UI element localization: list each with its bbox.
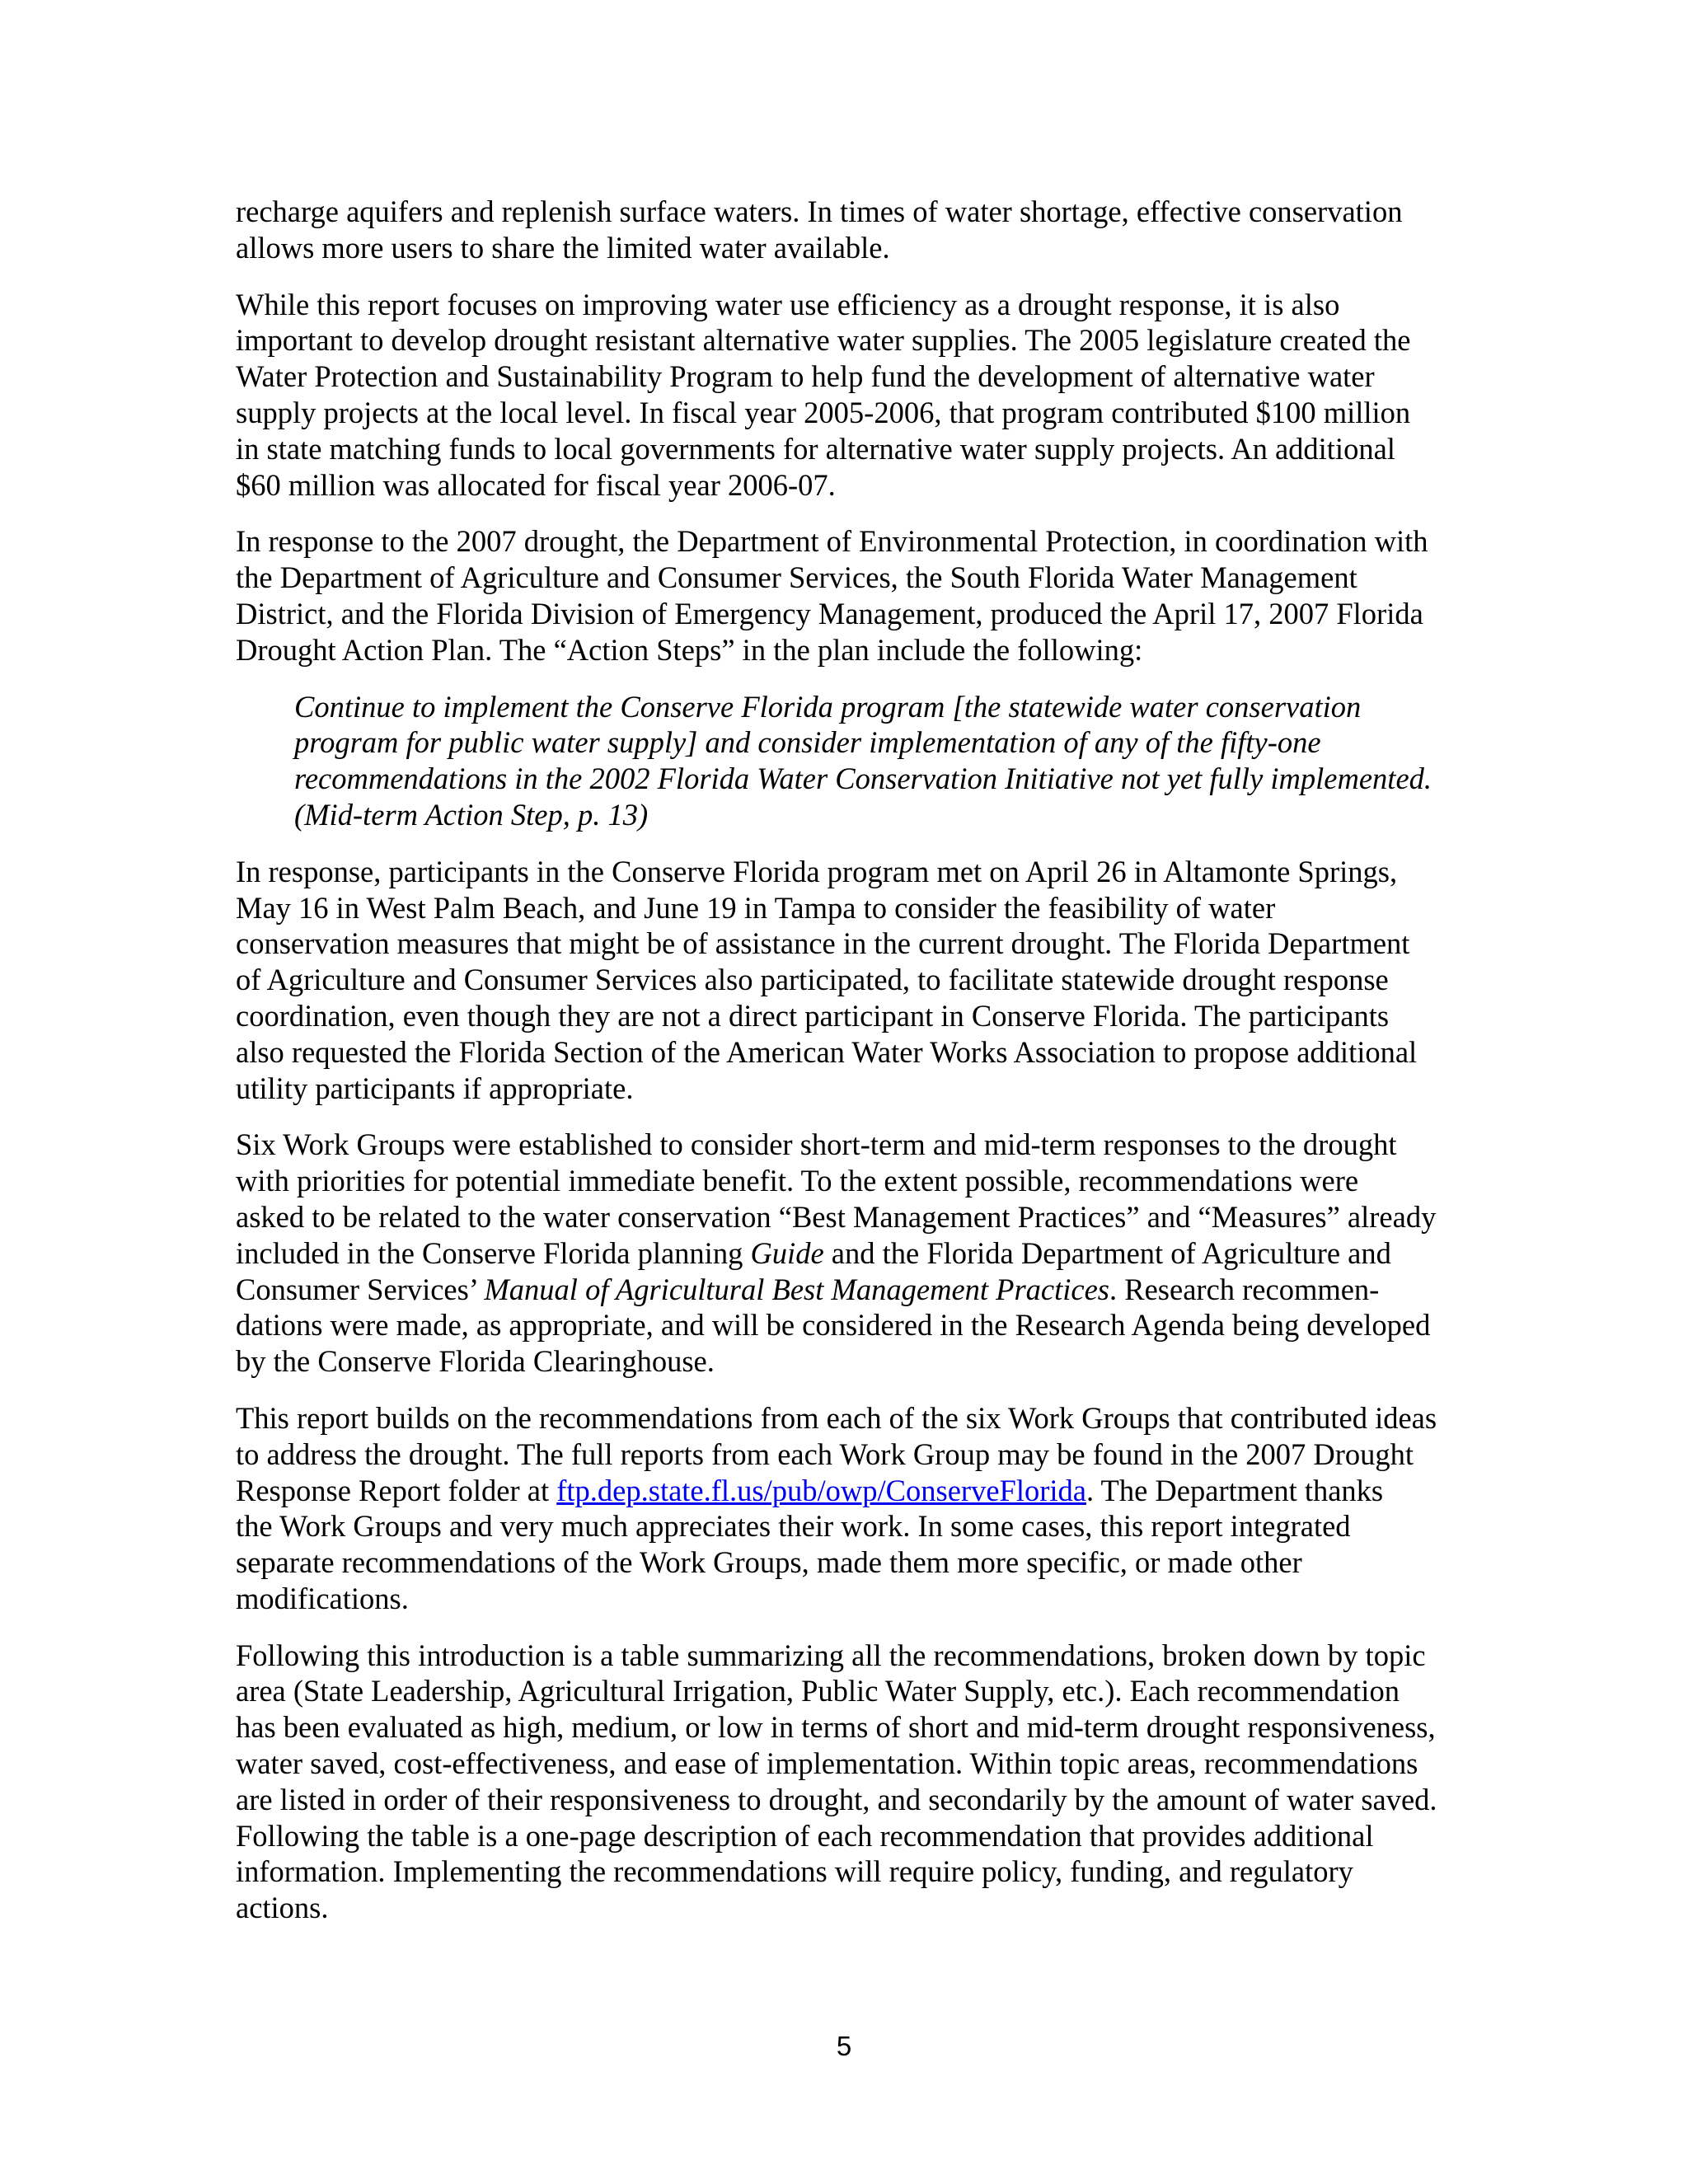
text-line: information. Implementing the recommendations will require policy, funding, and regulatory [236,1854,1353,1889]
text-fragment: . The Department thanks [1085,1473,1384,1507]
quote-line: recommendations in the 2002 Florida Water Conservation Initiative not yet fully implemented. [294,762,1432,796]
text-line: of Agriculture and Consumer Services also participated, to facilitate statewide drought response [236,963,1389,997]
text-line: area (State Leadership, Agricultural Irrigation, Public Water Supply, etc.). Each recommendation [236,1674,1400,1708]
text-line: Water Protection and Sustainability Program to help fund the development of alternative water [236,359,1375,394]
quote-line: program for public water supply] and consider implementation of any of the fifty-one [294,725,1321,760]
text-line: recharge aquifers and replenish surface waters. In times of water shortage, effective conservation [236,194,1403,228]
block-quote [236,689,1497,833]
text-line: Six Work Groups were established to consider short-term and mid-term responses to the drought [236,1127,1397,1162]
text-line: actions. [236,1891,329,1925]
text-line: dations were made, as appropriate, and will be considered in the Research Agenda being developed [236,1308,1431,1343]
text-line: District, and the Florida Division of Emergency Management, produced the April 17, 2007 Florida [236,596,1423,630]
text-line: Following this introduction is a table summarizing all the recommendations, broken down by topic [236,1638,1426,1672]
text-line: asked to be related to the water conservation “Best Management Practices” and “Measures” already [236,1199,1437,1234]
manual-title: Manual of Agricultural Best Management Practices [484,1272,1110,1306]
text-line: While this report focuses on improving water use efficiency as a drought response, it is also [236,287,1340,321]
text-line: in state matching funds to local governments for alternative water supply projects. An additional [236,431,1395,466]
conserve-florida-ftp-link[interactable]: ftp.dep.state.fl.us/pub/owp/ConserveFlorida [556,1473,1086,1507]
text-line: allows more users to share the limited water available. [236,230,890,265]
text-line: has been evaluated as high, medium, or low in terms of short and mid-term drought responsiveness, [236,1710,1436,1745]
text-line [236,1235,1497,1272]
text-line [236,1473,1497,1509]
paragraph-6 [236,1400,1497,1617]
text-line: In response to the 2007 drought, the Department of Environmental Protection, in coordination with [236,524,1428,559]
text-line: the Department of Agriculture and Consumer Services, the South Florida Water Management [236,560,1357,595]
paragraph-7 [236,1638,1497,1926]
text-fragment: and the Florida Department of Agriculture and [823,1235,1391,1270]
paragraph-3 [236,523,1497,668]
text-line: conservation measures that might be of assistance in the current drought. The Florida Department [236,926,1410,961]
page-number: 5 [836,2031,852,2061]
text-line: coordination, even though they are not a direct participant in Conserve Florida. The participants [236,998,1390,1033]
quote-line: Continue to implement the Conserve Florida program [the statewide water conservation [294,689,1362,724]
text-fragment: . Research recommen- [1109,1272,1380,1306]
text-line: $60 million was allocated for fiscal year 2006-07. [236,467,836,502]
paragraph-4 [236,854,1497,1107]
text-line: important to develop drought resistant alternative water supplies. The 2005 legislature created the [236,323,1411,358]
text-line: to address the drought. The full reports from each Work Group may be found in the 2007 Drought [236,1436,1414,1471]
paragraph-1 [236,194,1497,266]
text-line: May 16 in West Palm Beach, and June 19 in Tampa to consider the feasibility of water [236,890,1276,925]
text-line: utility participants if appropriate. [236,1071,634,1105]
paragraph-5 [236,1127,1497,1380]
text-line: In response, participants in the Conserve Florida program met on April 26 in Altamonte Springs, [236,854,1398,888]
text-line: are listed in order of their responsiveness to drought, and secondarily by the amount of water saved. [236,1782,1437,1816]
text-fragment: included in the Conserve Florida planning [236,1235,751,1270]
text-line: modifications. [236,1581,409,1615]
text-line: separate recommendations of the Work Groups, made them more specific, or made other [236,1545,1302,1580]
text-line: water saved, cost-effectiveness, and ease of implementation. Within topic areas, recommendations [236,1746,1418,1781]
text-line: Drought Action Plan. The “Action Steps” in the plan include the following: [236,632,1143,667]
text-line: This report builds on the recommendations from each of the six Work Groups that contributed ideas [236,1400,1437,1435]
text-fragment: Response Report folder at [236,1473,557,1507]
text-line: with priorities for potential immediate benefit. To the extent possible, recommendations were [236,1164,1359,1198]
text-line: supply projects at the local level. In fiscal year 2005-2006, that program contributed $100 million [236,395,1411,429]
text-line [236,1272,1497,1308]
paragraph-2 [236,287,1497,504]
text-fragment: Consumer Services’ [236,1272,485,1306]
guide-title: Guide [750,1235,824,1270]
text-line: by the Conserve Florida Clearinghouse. [236,1344,715,1379]
text-line: also requested the Florida Section of the American Water Works Association to propose additional [236,1034,1418,1069]
quote-line: (Mid-term Action Step, p. 13) [294,797,649,832]
text-line: the Work Groups and very much appreciates their work. In some cases, this report integrated [236,1509,1351,1544]
text-line: Following the table is a one-page description of each recommendation that provides additional [236,1818,1374,1853]
document-body [236,194,1497,1947]
